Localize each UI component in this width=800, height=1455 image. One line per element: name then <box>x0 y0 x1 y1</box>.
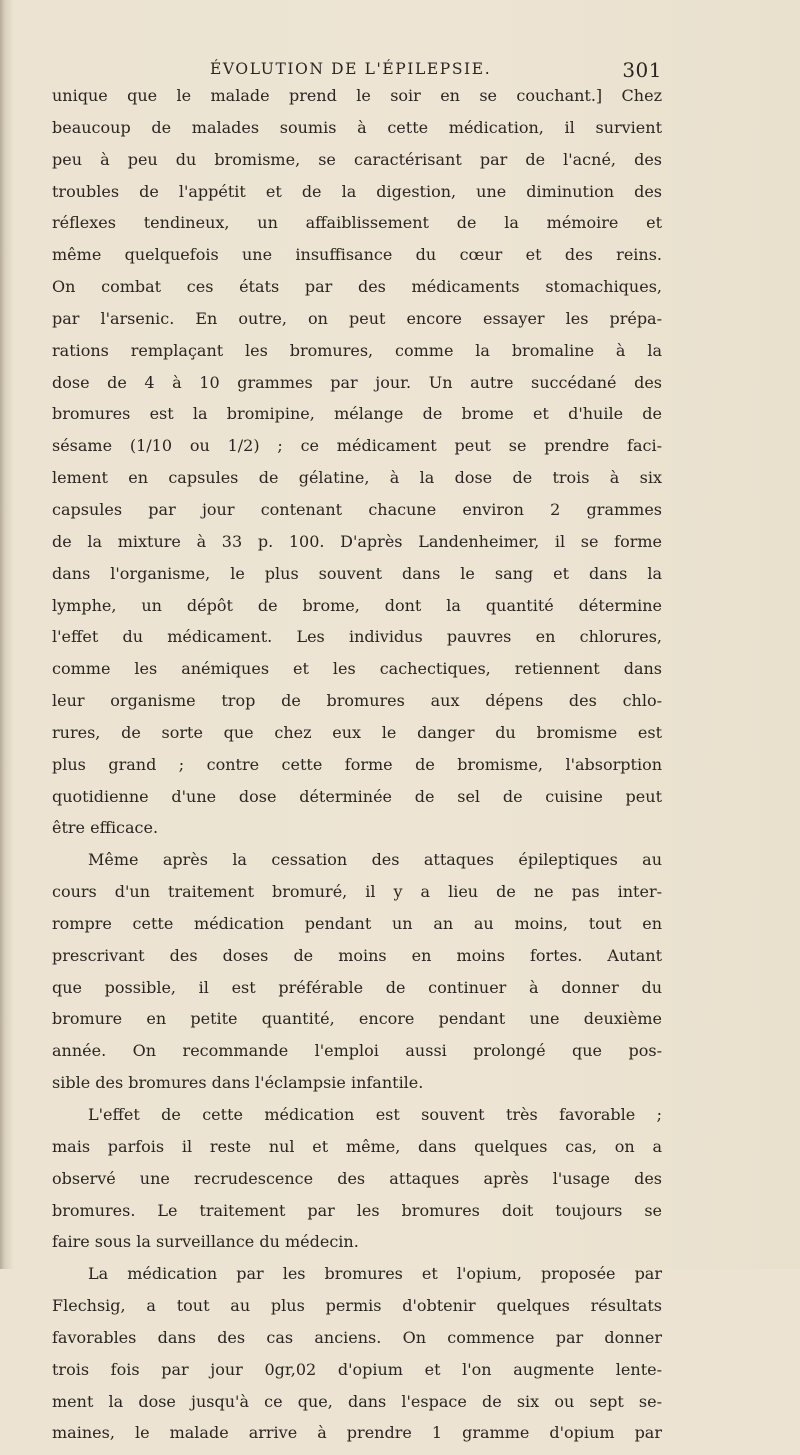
text-line: troubles de l'appétit et de la digestion, une diminution des <box>52 181 662 201</box>
text-line: quotidienne d'une dose déterminée de sel de cuisine peut <box>52 786 662 806</box>
text-line: rures, de sorte que chez eux le danger du bromisme est <box>52 722 662 742</box>
text-line: capsules par jour contenant chacune environ 2 grammes <box>52 499 662 519</box>
text-line: année. On recommande l'emploi aussi prolongé que pos- <box>52 1041 662 1061</box>
text-line: dans l'organisme, le plus souvent dans le sang et dans la <box>52 563 662 583</box>
text-line: L'effet de cette médication est souvent très favorable ; <box>88 1105 662 1124</box>
text-line: ment la dose jusqu'à ce que, dans l'espace de six ou sept se- <box>52 1391 662 1411</box>
page-number: 301 <box>622 58 662 82</box>
text-line: de la mixture à 33 p. 100. D'après Landenheimer, il se forme <box>52 531 662 551</box>
text-line: bromure en petite quantité, encore pendant une deuxième <box>52 1009 662 1029</box>
text-line: mais parfois il reste nul et même, dans quelques cas, on a <box>52 1136 662 1156</box>
text-line: beaucoup de malades soumis à cette médication, il survient <box>52 117 662 137</box>
text-line: être efficace. <box>52 818 159 838</box>
text-line: comme les anémiques et les cachectiques, retiennent dans <box>52 659 662 679</box>
text-line: On combat ces états par des médicaments stomachiques, <box>52 277 662 297</box>
text-line: plus grand ; contre cette forme de bromisme, l'absorption <box>52 754 662 774</box>
text-line: lement en capsules de gélatine, à la dose de trois à six <box>52 468 662 488</box>
text-line: réflexes tendineux, un affaiblissement de la mémoire et <box>52 213 662 233</box>
text-line: Même après la cessation des attaques épileptiques au <box>88 850 662 870</box>
text-line: trois fois par jour 0gr,02 d'opium et l'on augmente lente- <box>52 1359 662 1379</box>
text-line: observé une recrudescence des attaques après l'usage des <box>52 1168 662 1188</box>
text-line: faire sous la surveillance du médecin. <box>52 1232 359 1252</box>
body-text <box>52 86 662 1455</box>
text-line: maines, le malade arrive à prendre 1 gramme d'opium par <box>52 1423 662 1443</box>
running-title: ÉVOLUTION DE L'ÉPILEPSIE. <box>210 60 492 78</box>
text-line: sésame (1/10 ou 1/2) ; ce médicament peut se prendre faci- <box>52 436 662 456</box>
text-line: La médication par les bromures et l'opium, proposée par <box>88 1264 662 1284</box>
text-line: leur organisme trop de bromures aux dépens des chlo- <box>52 691 662 711</box>
page-header <box>52 58 662 84</box>
text-line: par l'arsenic. En outre, on peut encore essayer les prépa- <box>52 308 662 328</box>
text-line: favorables dans des cas anciens. On commence par donner <box>52 1327 662 1347</box>
text-line: l'effet du médicament. Les individus pauvres en chlorures, <box>52 627 662 647</box>
text-line: unique que le malade prend le soir en se couchant.] Chez <box>52 86 662 105</box>
text-line: prescrivant des doses de moins en moins fortes. Autant <box>52 945 662 965</box>
text-line: sible des bromures dans l'éclampsie infantile. <box>52 1073 424 1093</box>
text-line: rompre cette médication pendant un an au moins, tout en <box>52 913 662 933</box>
text-line: même quelquefois une insuffisance du cœur et des reins. <box>52 245 662 265</box>
text-line: bromures. Le traitement par les bromures doit toujours se <box>52 1200 662 1220</box>
text-line: dose de 4 à 10 grammes par jour. Un autre succédané des <box>52 372 662 392</box>
text-line: peu à peu du bromisme, se caractérisant par de l'acné, des <box>52 149 662 169</box>
text-line: rations remplaçant les bromures, comme la bromaline à la <box>52 340 662 360</box>
text-line: lymphe, un dépôt de brome, dont la quantité détermine <box>52 595 662 615</box>
text-line: cours d'un traitement bromuré, il y a lieu de ne pas inter- <box>52 882 662 902</box>
text-line: bromures est la bromipine, mélange de brome et d'huile de <box>52 404 662 424</box>
text-line: Flechsig, a tout au plus permis d'obtenir quelques résultats <box>52 1296 662 1316</box>
text-line: que possible, il est préférable de continuer à donner du <box>52 977 662 997</box>
